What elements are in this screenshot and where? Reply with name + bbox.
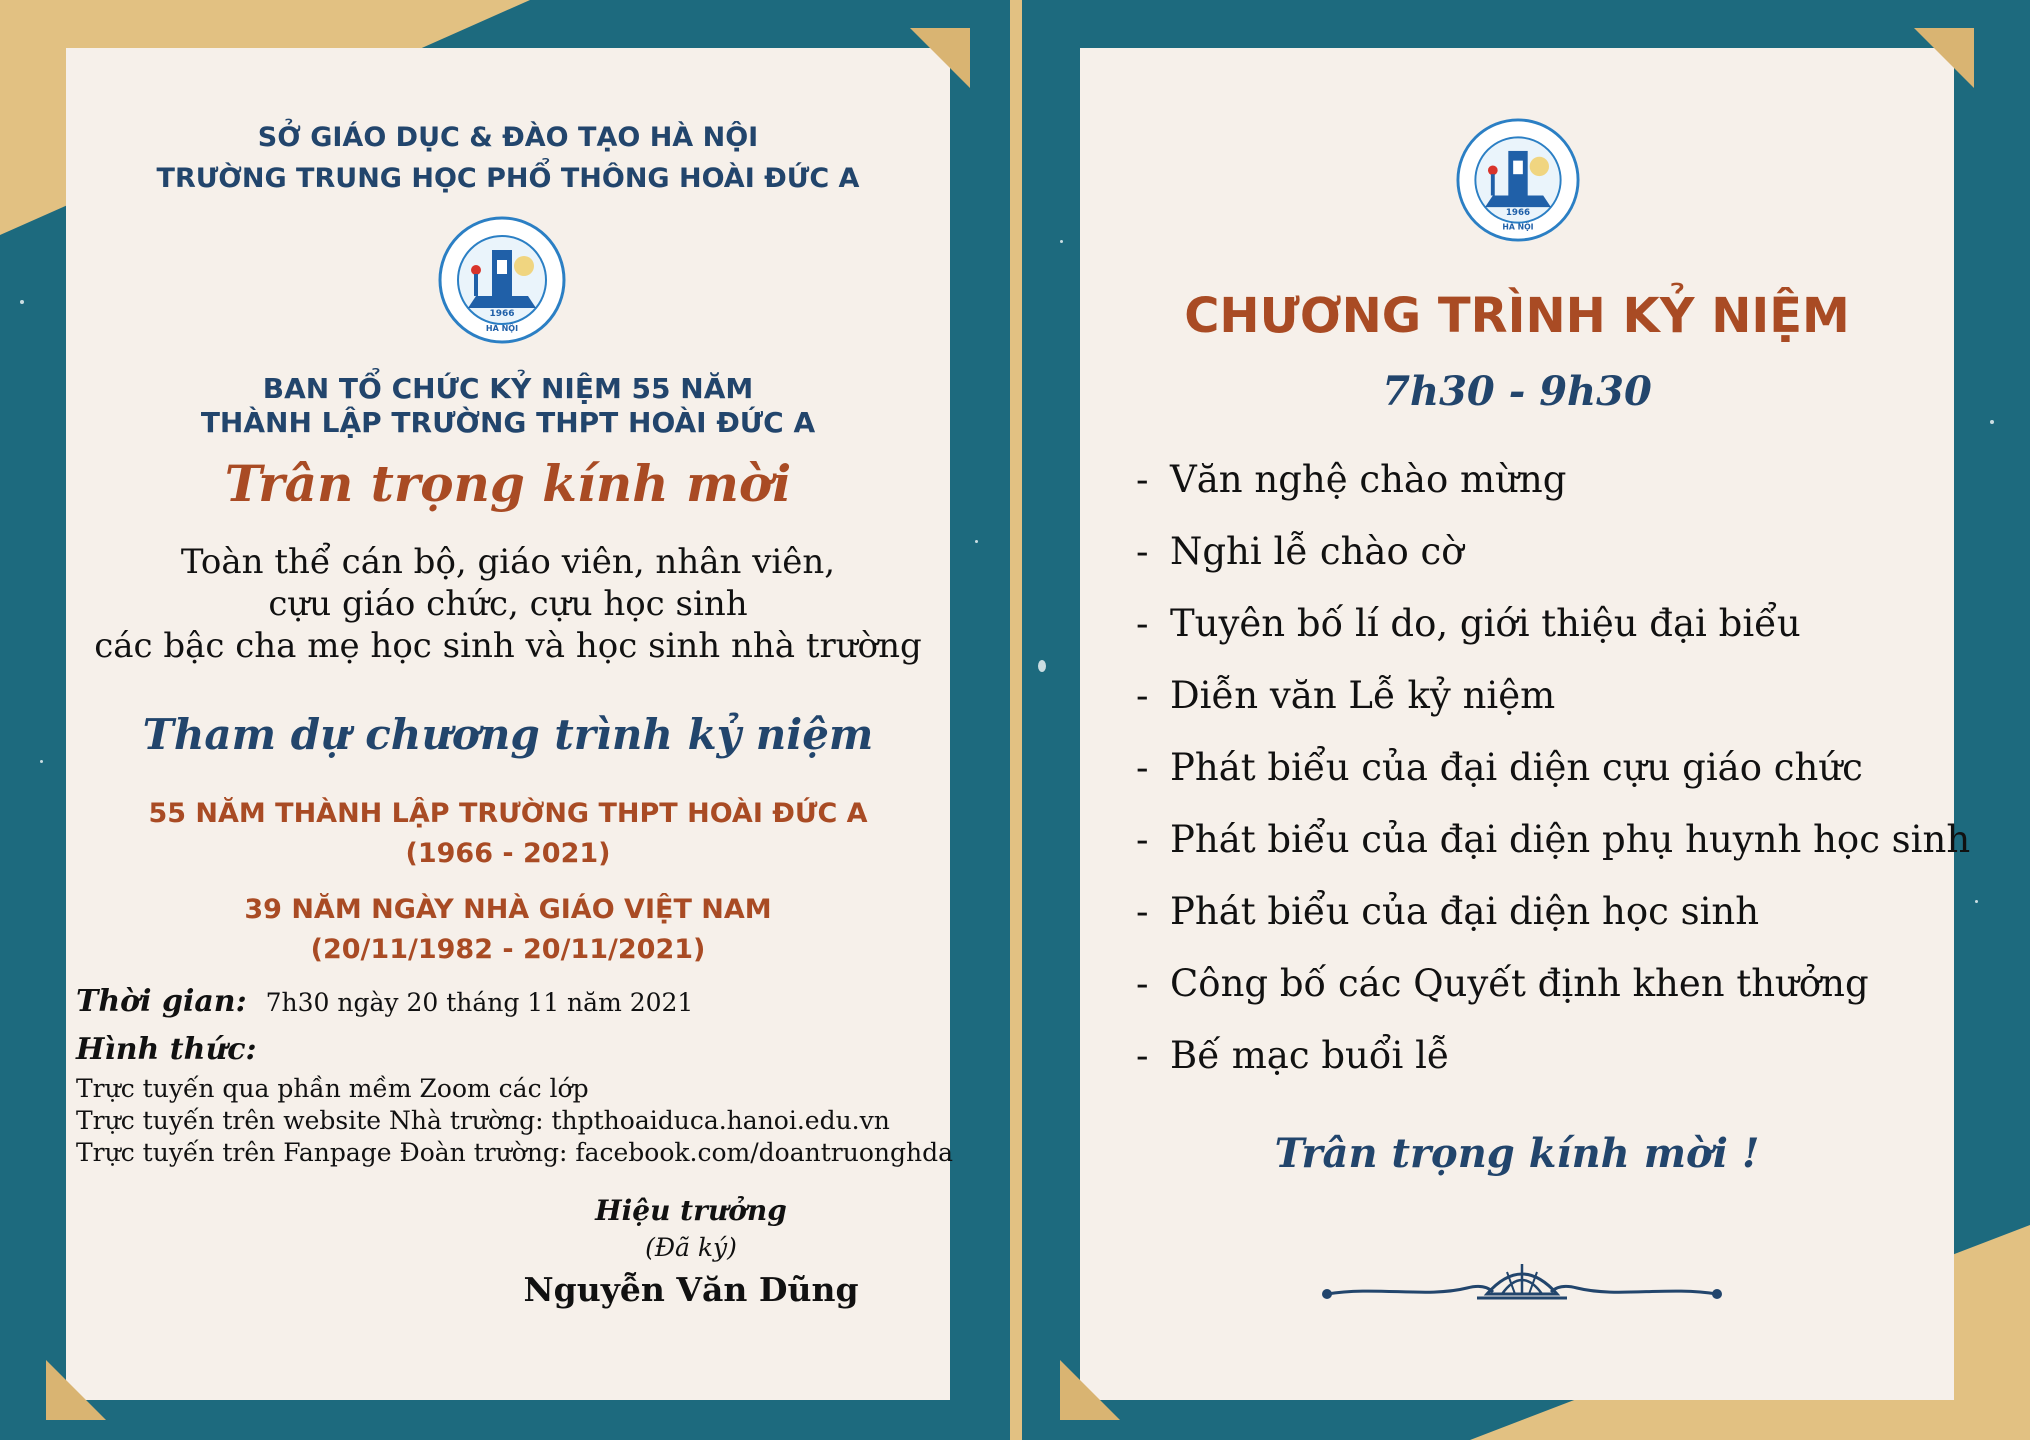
format-label: Hình thức: (76, 1032, 257, 1067)
program-item: - Phát biểu của đại diện phụ huynh học sinh (1136, 818, 1971, 861)
center-divider (1010, 0, 1022, 1440)
program-item: - Bế mạc buổi lễ (1136, 1034, 1450, 1077)
program-item-label: Diễn văn Lễ kỷ niệm (1170, 674, 1556, 717)
program-item-label: Phát biểu của đại diện phụ huynh học sinh (1170, 818, 1971, 861)
signer-name: Nguyễn Văn Dũng (523, 1270, 859, 1309)
invitation-card (66, 48, 953, 1400)
svg-text:HÀ NỘI: HÀ NỘI (1502, 222, 1534, 232)
program-card (1080, 48, 1971, 1400)
anniversary-teachers-line-2: (20/11/1982 - 20/11/2021) (310, 934, 706, 965)
background-speck (1990, 420, 1994, 424)
program-item: - Nghi lễ chào cờ (1136, 530, 1464, 573)
organizer-line-1: BAN TỔ CHỨC KỶ NIỆM 55 NĂM (262, 372, 754, 405)
anniversary-school-line-1: 55 NĂM THÀNH LẬP TRƯỜNG THPT HOÀI ĐỨC A (148, 798, 868, 829)
program-item: - Diễn văn Lễ kỷ niệm (1136, 674, 1556, 717)
program-item: - Phát biểu của đại diện học sinh (1136, 890, 1760, 933)
organizer-line-2: THÀNH LẬP TRƯỜNG THPT HOÀI ĐỨC A (200, 406, 816, 439)
program-item-label: Văn nghệ chào mừng (1170, 458, 1567, 501)
background-speck (20, 300, 24, 304)
format-item: Trực tuyến trên website Nhà trường: thpthoaiduca.hanoi.edu.vn (76, 1106, 890, 1135)
time-row (76, 984, 693, 1019)
svg-text:HÀ NỘI: HÀ NỘI (485, 324, 519, 333)
background-speck (1975, 900, 1978, 903)
background-speck (1060, 240, 1063, 243)
attend-heading: Tham dự chương trình kỷ niệm (142, 710, 874, 759)
signer-title: Hiệu trưởng (595, 1194, 787, 1227)
format-item: Trực tuyến qua phần mềm Zoom các lớp (76, 1074, 589, 1103)
time-value: 7h30 ngày 20 tháng 11 năm 2021 (265, 988, 694, 1017)
svg-text:1966: 1966 (1505, 207, 1531, 218)
card-corner-top-right (910, 28, 970, 88)
program-item-label: Bế mạc buổi lễ (1170, 1034, 1450, 1077)
card-corner-bottom-left (46, 1360, 106, 1420)
signer-note: (Đã ký) (645, 1233, 737, 1262)
time-label: Thời gian: (76, 984, 247, 1019)
program-item-label: Phát biểu của đại diện học sinh (1170, 890, 1760, 933)
program-closing: Trân trọng kính mời ! (1274, 1130, 1760, 1177)
invite-heading: Trân trọng kính mời (224, 454, 792, 513)
program-item: - Văn nghệ chào mừng (1136, 458, 1567, 501)
anniversary-teachers-line-1: 39 NĂM NGÀY NHÀ GIÁO VIỆT NAM (244, 894, 772, 925)
background-speck (1038, 660, 1046, 672)
shell-ornament-icon (1317, 1258, 1727, 1308)
school-seal-icon (1456, 118, 1580, 242)
program-item-label: Nghi lễ chào cờ (1170, 530, 1464, 573)
program-item-label: Phát biểu của đại diện cựu giáo chức (1170, 746, 1863, 789)
program-item-label: Công bố các Quyết định khen thưởng (1170, 962, 1869, 1005)
card-corner-bottom-left (1060, 1360, 1120, 1420)
background-speck (40, 760, 43, 763)
guest-line: các bậc cha mẹ học sinh và học sinh nhà trường (94, 626, 922, 666)
ornament (1317, 1258, 1727, 1312)
program-item: - Tuyên bố lí do, giới thiệu đại biểu (1136, 602, 1801, 645)
signature-block (466, 1194, 916, 1309)
school-logo (438, 216, 566, 344)
program-item: - Phát biểu của đại diện cựu giáo chức (1136, 746, 1863, 789)
program-item: - Công bố các Quyết định khen thưởng (1136, 962, 1869, 1005)
program-title: CHƯƠNG TRÌNH KỶ NIỆM (1184, 288, 1850, 344)
anniversary-school-line-2: (1966 - 2021) (405, 838, 611, 869)
background-speck (975, 540, 978, 543)
card-corner-top-right (1914, 28, 1974, 88)
format-item: Trực tuyến trên Fanpage Đoàn trường: facebook.com/doantruonghda (76, 1138, 953, 1167)
program-time: 7h30 - 9h30 (1382, 368, 1652, 415)
program-item-label: Tuyên bố lí do, giới thiệu đại biểu (1170, 602, 1801, 645)
school-logo (1456, 118, 1580, 242)
school-name: TRƯỜNG TRUNG HỌC PHỔ THÔNG HOÀI ĐỨC A (156, 163, 860, 194)
svg-text:1966: 1966 (489, 309, 515, 319)
school-seal-icon (438, 216, 566, 344)
guest-line: Toàn thể cán bộ, giáo viên, nhân viên, (180, 542, 836, 582)
department-name: SỞ GIÁO DỤC & ĐÀO TẠO HÀ NỘI (257, 122, 759, 153)
guest-line: cựu giáo chức, cựu học sinh (268, 584, 748, 624)
